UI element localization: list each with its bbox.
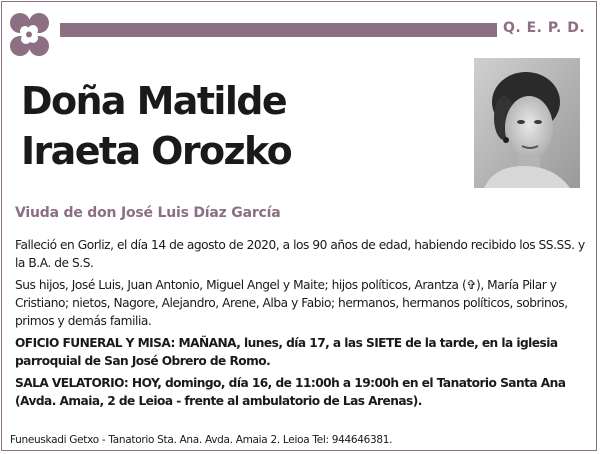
qepd-label: Q. E. P. D. (503, 20, 586, 36)
notice-body (15, 236, 585, 414)
cross-icon: ✞ (466, 278, 477, 292)
header-bar (60, 23, 497, 37)
family-paragraph (15, 276, 585, 330)
family-text-start: Sus hijos, José Luis, Juan Antonio, Miguel Angel y Maite; hijos políticos, Arantza ( (15, 278, 467, 292)
wake-paragraph: SALA VELATORIO: HOY, domingo, día 16, de 11:00h a 19:00h en el Tanatorio Santa Ana (Avda. Amaia, 2 de Leioa - frente al ambulatorio de Las Arenas). (15, 376, 566, 408)
funeral-home-footer: Funeuskadi Getxo - Tanatorio Sta. Ana. Avda. Amaia 2. Leioa Tel: 944646381. (10, 434, 393, 446)
lauburu-icon (2, 9, 56, 60)
family-text-end: ), María Pilar y Cristiano; nietos, Nagore, Alejandro, Arene, Alba y Fabio; hermanos, hermanos políticos, sobrinos, primos y demás familia. (15, 278, 568, 328)
death-paragraph: Falleció en Gorliz, el día 14 de agosto de 2020, a los 90 años de edad, habiendo recibido los SS.SS. y la B.A. de S.S. (15, 238, 585, 270)
widow-of-subtitle: Viuda de don José Luis Díaz García (15, 205, 281, 221)
portrait-photo (474, 58, 580, 188)
name-line-2: Iraeta Orozko (21, 129, 292, 173)
name-line-1: Doña Matilde (21, 79, 287, 123)
portrait-image (474, 58, 580, 188)
funeral-paragraph: OFICIO FUNERAL Y MISA: MAÑANA, lunes, día 17, a las SIETE de la tarde, en la iglesia parroquial de San José Obrero de Romo. (15, 336, 558, 368)
deceased-name (21, 76, 291, 176)
